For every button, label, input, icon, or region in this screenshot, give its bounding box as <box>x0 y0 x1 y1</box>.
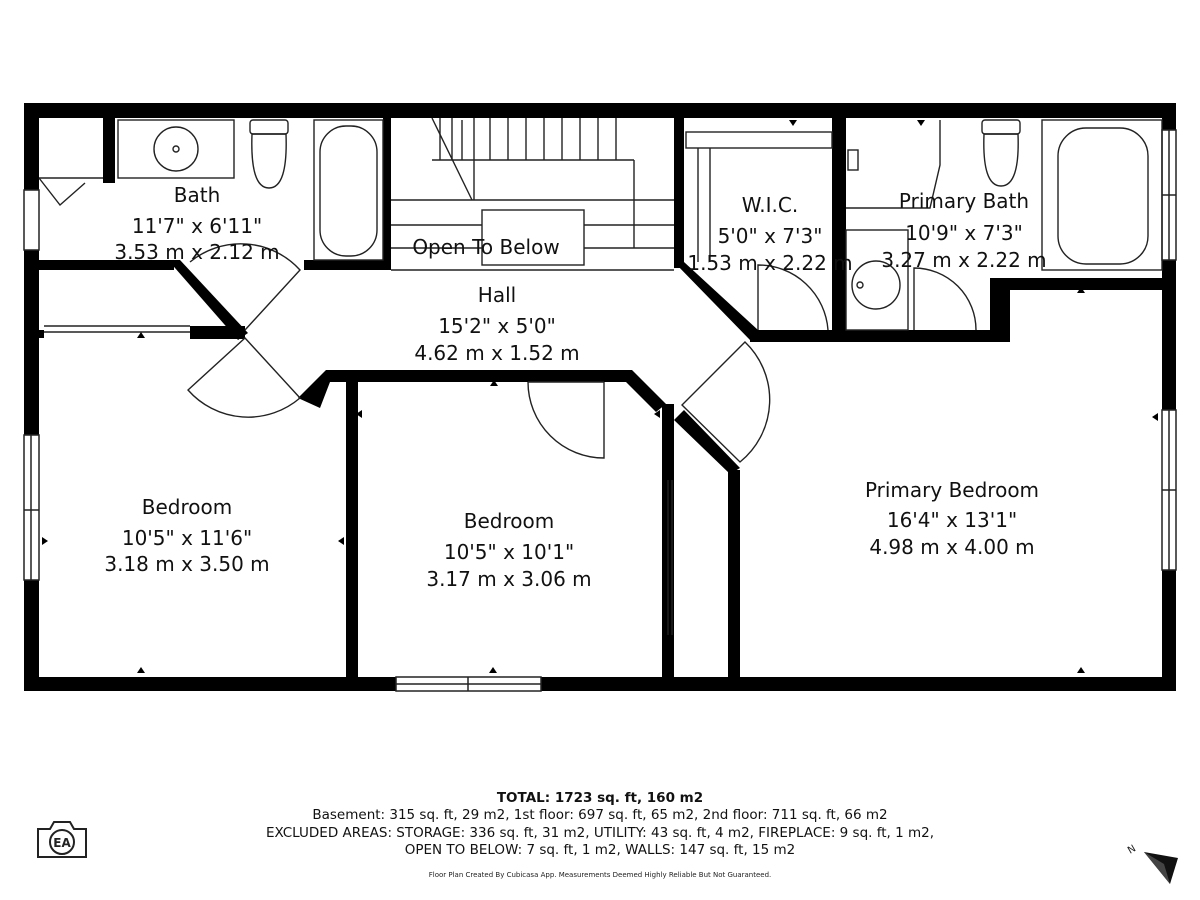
north-arrow <box>1120 840 1182 888</box>
room-name-bedroom-mid: Bedroom <box>463 509 555 533</box>
room-dim-imperial-bedroom-left: 10'5" x 11'6" <box>121 526 253 550</box>
room-dim-imperial-wic: 5'0" x 7'3" <box>717 224 823 248</box>
room-dim-metric-bath: 3.53 m x 2.12 m <box>114 240 280 264</box>
room-dim-metric-bedroom-left: 3.18 m x 3.50 m <box>104 552 270 576</box>
summary-line-1: Basement: 315 sq. ft, 29 m2, 1st floor: 697 sq. ft, 65 m2, 2nd floor: 711 sq. ft, 66 m2 <box>312 807 888 823</box>
toilet-icon <box>982 120 1020 134</box>
sink-icon <box>118 120 234 178</box>
logo-text: EA <box>53 836 71 850</box>
room-name-hall: Hall <box>477 283 517 307</box>
room-dim-imperial-primary-bath: 10'9" x 7'3" <box>905 221 1023 245</box>
room-name-primary-bath: Primary Bath <box>898 189 1030 213</box>
room-dim-metric-bedroom-mid: 3.17 m x 3.06 m <box>426 567 592 591</box>
room-name-open-to-below: Open To Below <box>412 235 560 259</box>
room-dim-imperial-bath: 11'7" x 6'11" <box>131 214 263 238</box>
room-dim-metric-primary-bath: 3.27 m x 2.22 m <box>881 248 1047 272</box>
toilet-icon <box>250 120 288 134</box>
room-dim-metric-primary-bedroom: 4.98 m x 4.00 m <box>869 535 1035 559</box>
area-summary <box>0 790 1200 860</box>
credit-disclaimer: Floor Plan Created By Cubicasa App. Measurements Deemed Highly Reliable But Not Guaranteed. <box>428 871 772 879</box>
summary-line-2: EXCLUDED AREAS: STORAGE: 336 sq. ft, 31 m2, UTILITY: 43 sq. ft, 4 m2, FIREPLACE: 9 sq. ft, 1 m2, <box>265 824 935 841</box>
north-arrow-icon <box>1120 840 1182 888</box>
room-dim-imperial-primary-bedroom: 16'4" x 13'1" <box>886 508 1018 532</box>
summary-line-3: OPEN TO BELOW: 7 sq. ft, 1 m2, WALLS: 147 sq. ft, 15 m2 <box>404 842 796 858</box>
room-name-bedroom-left: Bedroom <box>141 495 233 519</box>
room-name-bath: Bath <box>173 183 221 207</box>
room-dim-imperial-hall: 15'2" x 5'0" <box>438 314 556 338</box>
room-name-primary-bedroom: Primary Bedroom <box>864 478 1040 502</box>
bathtub-icon <box>314 120 383 260</box>
sink-icon <box>846 230 908 330</box>
room-name-wic: W.I.C. <box>741 193 799 217</box>
summary-total: TOTAL: 1723 sq. ft, 160 m2 <box>496 790 704 806</box>
room-dim-imperial-bedroom-mid: 10'5" x 10'1" <box>443 540 575 564</box>
sink-bowl-icon <box>154 127 198 171</box>
room-dim-metric-wic: 1.53 m x 2.22 m <box>687 251 853 275</box>
north-label: N <box>1126 843 1138 857</box>
room-dim-metric-hall: 4.62 m x 1.52 m <box>414 341 580 365</box>
